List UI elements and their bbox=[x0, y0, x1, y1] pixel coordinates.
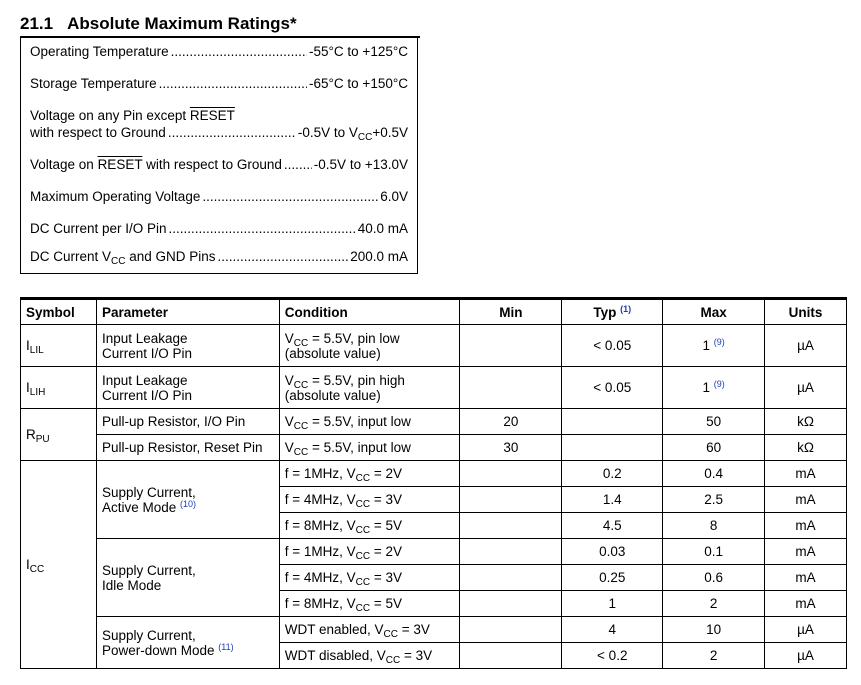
max-cell: 2 bbox=[663, 643, 765, 669]
table-row bbox=[21, 409, 847, 435]
min-cell bbox=[460, 643, 562, 669]
parameter-cell: Supply Current, Idle Mode bbox=[96, 539, 279, 617]
header-min: Min bbox=[460, 299, 562, 325]
units-cell: µA bbox=[765, 617, 847, 643]
footnote-ref: (1) bbox=[620, 303, 632, 314]
min-cell bbox=[460, 487, 562, 513]
typ-cell bbox=[562, 409, 663, 435]
table-row bbox=[21, 539, 847, 565]
min-cell bbox=[460, 513, 562, 539]
condition-cell: f = 1MHz, $V_{CC} = 2V$ bbox=[279, 461, 460, 487]
section-heading bbox=[20, 14, 297, 34]
units-cell: mA bbox=[765, 565, 847, 591]
condition-cell: $V_{CC} = 5.5V$, pin low (absolute value) bbox=[279, 325, 460, 367]
min-cell bbox=[460, 565, 562, 591]
min-cell bbox=[460, 461, 562, 487]
max-cell: 2 bbox=[663, 591, 765, 617]
units-cell: kΩ bbox=[765, 409, 847, 435]
max-cell: 0.4 bbox=[663, 461, 765, 487]
typ-cell bbox=[562, 435, 663, 461]
typ-cell: 0.03 bbox=[562, 539, 663, 565]
rating-storage-temperature: Storage Temperature ..... -65°C to +150°C bbox=[30, 76, 408, 91]
parameter-cell: Input Leakage Current I/O Pin bbox=[96, 367, 279, 409]
condition-cell: f = 8MHz, $V_{CC} = 5V$ bbox=[279, 513, 460, 539]
units-cell: µA bbox=[765, 643, 847, 669]
condition-cell: WDT disabled, $V_{CC} = 3V$ bbox=[279, 643, 460, 669]
header-max: Max bbox=[663, 299, 765, 325]
condition-cell: f = 8MHz, $V_{CC} = 5V$ bbox=[279, 591, 460, 617]
symbol-cell: $R_{PU}$ bbox=[21, 409, 97, 461]
units-cell: µA bbox=[765, 325, 847, 367]
table-row bbox=[21, 325, 847, 367]
table-row bbox=[21, 461, 847, 487]
rating-dc-current-io: DC Current per I/O Pin ..... 40.0 mA bbox=[30, 221, 408, 236]
units-cell: µA bbox=[765, 367, 847, 409]
rating-operating-temperature: Operating Temperature ..... -55°C to +125°C bbox=[30, 44, 408, 59]
symbol-cell: $I_{CC}$ bbox=[21, 461, 97, 669]
max-cell: 0.1 bbox=[663, 539, 765, 565]
max-cell: 8 bbox=[663, 513, 765, 539]
condition-cell: WDT enabled, $V_{CC} = 3V$ bbox=[279, 617, 460, 643]
typ-cell: 0.2 bbox=[562, 461, 663, 487]
units-cell: kΩ bbox=[765, 435, 847, 461]
section-title: Absolute Maximum Ratings* bbox=[67, 14, 297, 33]
rating-max-operating-voltage: Maximum Operating Voltage ..... 6.0V bbox=[30, 189, 408, 204]
units-cell: mA bbox=[765, 591, 847, 617]
header-parameter: Parameter bbox=[96, 299, 279, 325]
typ-cell: 1.4 bbox=[562, 487, 663, 513]
header-units: Units bbox=[765, 299, 847, 325]
section-number: 21.1 bbox=[20, 14, 54, 33]
typ-cell: < 0.05 bbox=[562, 325, 663, 367]
absolute-max-ratings-box bbox=[20, 38, 418, 274]
condition-cell: $V_{CC} = 5.5V$, pin high (absolute value) bbox=[279, 367, 460, 409]
max-cell: 50 bbox=[663, 409, 765, 435]
rating-voltage-any-pin: Voltage on any Pin except RESET with respect to Ground ..... -0.5V to $V_{CC}+0.5V$ bbox=[30, 108, 408, 140]
typ-cell: < 0.05 bbox=[562, 367, 663, 409]
min-cell bbox=[460, 591, 562, 617]
typ-cell: 4.5 bbox=[562, 513, 663, 539]
typ-cell: < 0.2 bbox=[562, 643, 663, 669]
header-condition: Condition bbox=[279, 299, 460, 325]
min-cell bbox=[460, 367, 562, 409]
condition-cell: $V_{CC} = 5.5V$, input low bbox=[279, 435, 460, 461]
header-typ: Typ $^{(1)}$ bbox=[562, 299, 663, 325]
symbol-cell: $I_{LIL}$ bbox=[21, 325, 97, 367]
rating-dc-current-vcc-gnd: DC Current $V_{CC}$ and GND Pins ..... 200.0 mA bbox=[30, 249, 408, 264]
condition-cell: $V_{CC} = 5.5V$, input low bbox=[279, 409, 460, 435]
min-cell: 30 bbox=[460, 435, 562, 461]
condition-cell: f = 4MHz, $V_{CC} = 3V$ bbox=[279, 487, 460, 513]
max-cell: 2.5 bbox=[663, 487, 765, 513]
condition-cell: f = 1MHz, $V_{CC} = 2V$ bbox=[279, 539, 460, 565]
header-symbol: Symbol bbox=[21, 299, 97, 325]
units-cell: mA bbox=[765, 461, 847, 487]
max-cell: 0.6 bbox=[663, 565, 765, 591]
parameter-cell: Supply Current, Active Mode $^{(10)}$ bbox=[96, 461, 279, 539]
typ-cell: 0.25 bbox=[562, 565, 663, 591]
parameter-cell: Pull-up Resistor, Reset Pin bbox=[96, 435, 279, 461]
dc-characteristics-table bbox=[20, 297, 847, 669]
parameter-cell: Supply Current, Power-down Mode $^{(11)}$ bbox=[96, 617, 279, 669]
min-cell bbox=[460, 617, 562, 643]
condition-cell: f = 4MHz, $V_{CC} = 3V$ bbox=[279, 565, 460, 591]
min-cell bbox=[460, 325, 562, 367]
parameter-cell: Pull-up Resistor, I/O Pin bbox=[96, 409, 279, 435]
units-cell: mA bbox=[765, 539, 847, 565]
parameter-cell: Input Leakage Current I/O Pin bbox=[96, 325, 279, 367]
typ-cell: 1 bbox=[562, 591, 663, 617]
symbol-cell: $I_{LIH}$ bbox=[21, 367, 97, 409]
table-header-row bbox=[21, 299, 847, 325]
max-cell: 10 bbox=[663, 617, 765, 643]
min-cell bbox=[460, 539, 562, 565]
typ-cell: 4 bbox=[562, 617, 663, 643]
max-cell: 1 $^{(9)}$ bbox=[663, 325, 765, 367]
units-cell: mA bbox=[765, 487, 847, 513]
rating-voltage-reset: Voltage on RESET with respect to Ground ..... -0.5V to +13.0V bbox=[30, 157, 408, 172]
table-row bbox=[21, 367, 847, 409]
max-cell: 60 bbox=[663, 435, 765, 461]
table-row bbox=[21, 617, 847, 643]
min-cell: 20 bbox=[460, 409, 562, 435]
max-cell: 1 $^{(9)}$ bbox=[663, 367, 765, 409]
table-row bbox=[21, 435, 847, 461]
units-cell: mA bbox=[765, 513, 847, 539]
